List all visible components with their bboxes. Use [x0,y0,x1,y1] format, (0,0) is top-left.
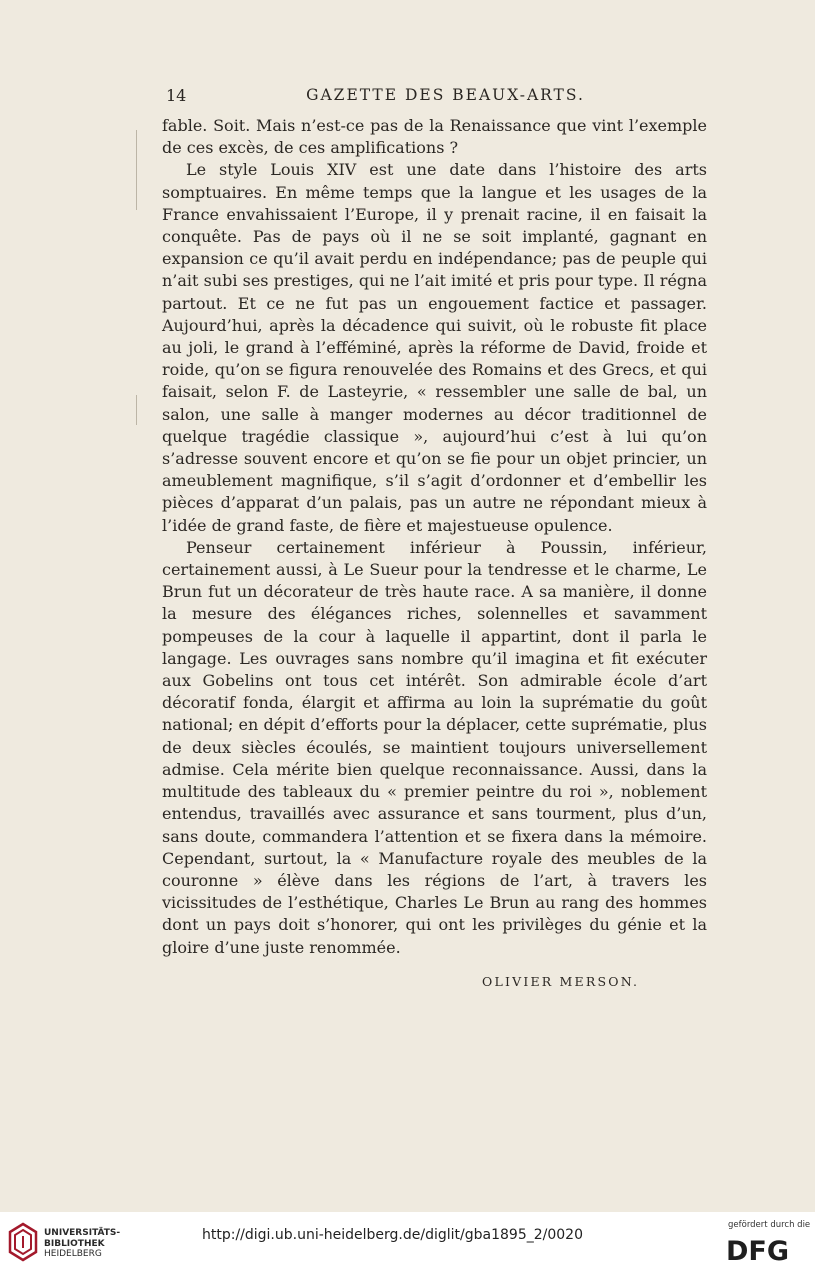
author-signature: OLIVIER MERSON. [482,974,640,989]
paragraph-1: fable. Soit. Mais n’est-ce pas de la Renaissance que vint l’exemple de ces excès, de ces amplifications ? [162,116,707,158]
dfg-logo: DFG [726,1236,790,1267]
page-number: 14 [166,86,187,105]
article-body [162,115,707,959]
margin-mark [136,395,137,425]
library-name-line: UNIVERSITÄTS- [44,1228,121,1238]
margin-mark [136,130,137,210]
running-title: GAZETTE DES BEAUX-ARTS. [306,86,585,104]
library-name-line: BIBLIOTHEK [44,1238,105,1249]
library-name-line: HEIDELBERG [44,1249,102,1259]
paragraph-3: Penseur certainement inférieur à Poussin, inférieur, certainement aussi, à Le Sueur pour la tendresse et le charme, Le Brun fut un décorateur de très haute race. A sa manière, il donne la mesure des élégances riches, solennelles et savamment pompeuses de la cour à laquelle il appartint, dont il parla le langage. Les ouvrages sans nombre qu’il imagina et fit exécuter aux Gobelins ont tous cet intérêt. Son admirable école d’art décoratif fonda, élargit et affirma au loin la suprématie du goût national; en dépit d’efforts pour la déplacer, cette suprématie, plus de deux siècles écoulés, se maintient toujours universellement admise. Cela mérite bien quelque reconnaissance. Aussi, dans la multitude des tableaux du « premier peintre du roi », noblement entendus, travaillés avec assurance et sans tourment, plus d’un, sans doute, commandera l’attention et se fixera dans la mémoire. Cependant, surtout, la « Manufacture royale des meubles de la couronne » élève dans les régions de l’art, à travers les vicissitudes de l’esthétique, Charles Le Brun au rang des hommes dont un pays doit s’honorer, qui ont les privilèges du génie et la gloire d’une juste renommée. [162,537,707,957]
paragraph-2: Le style Louis XIV est une date dans l’histoire des arts somptuaires. En même temps que la langue et les usages de la France envahissaient l’Europe, il y prenait racine, il en faisait la conquête. Pas de pays où il ne se soit implanté, gagnant en expansion ce qu’il avait perdu en indépendance; pas de peuple qui n’ait subi ses prestiges, qui ne l’ait imité et pris pour type. Il régna partout. Et ce ne fut pas un engouement factice et passager. Aujourd’hui, après la décadence qui suivit, où le robuste fit place au joli, le grand à l’efféminé, après la réforme de David, froide et roide, qu’on se figura renouvelée des Romains et des Grecs, et qui faisait, selon F. de Lasteyrie, « ressembler une salle de bal, un salon, une salle à manger modernes au décor traditionnel de quelque tragédie classique », aujourd’hui c’est à lui qu’on s’adresse souvent encore et qu’on se fie pour un objet princier, un ameublement magnifique, s’il s’agit d’ordonner et d’embellir les pièces d’apparat d’un palais, pas un autre ne répondant mieux à l’idée de grand faste, de fière et majestueuse opulence. [162,160,707,535]
document-url[interactable]: http://digi.ub.uni-heidelberg.de/diglit/gba1895_2/0020 [201,1227,583,1243]
funder-caption: gefördert durch die [728,1220,811,1230]
